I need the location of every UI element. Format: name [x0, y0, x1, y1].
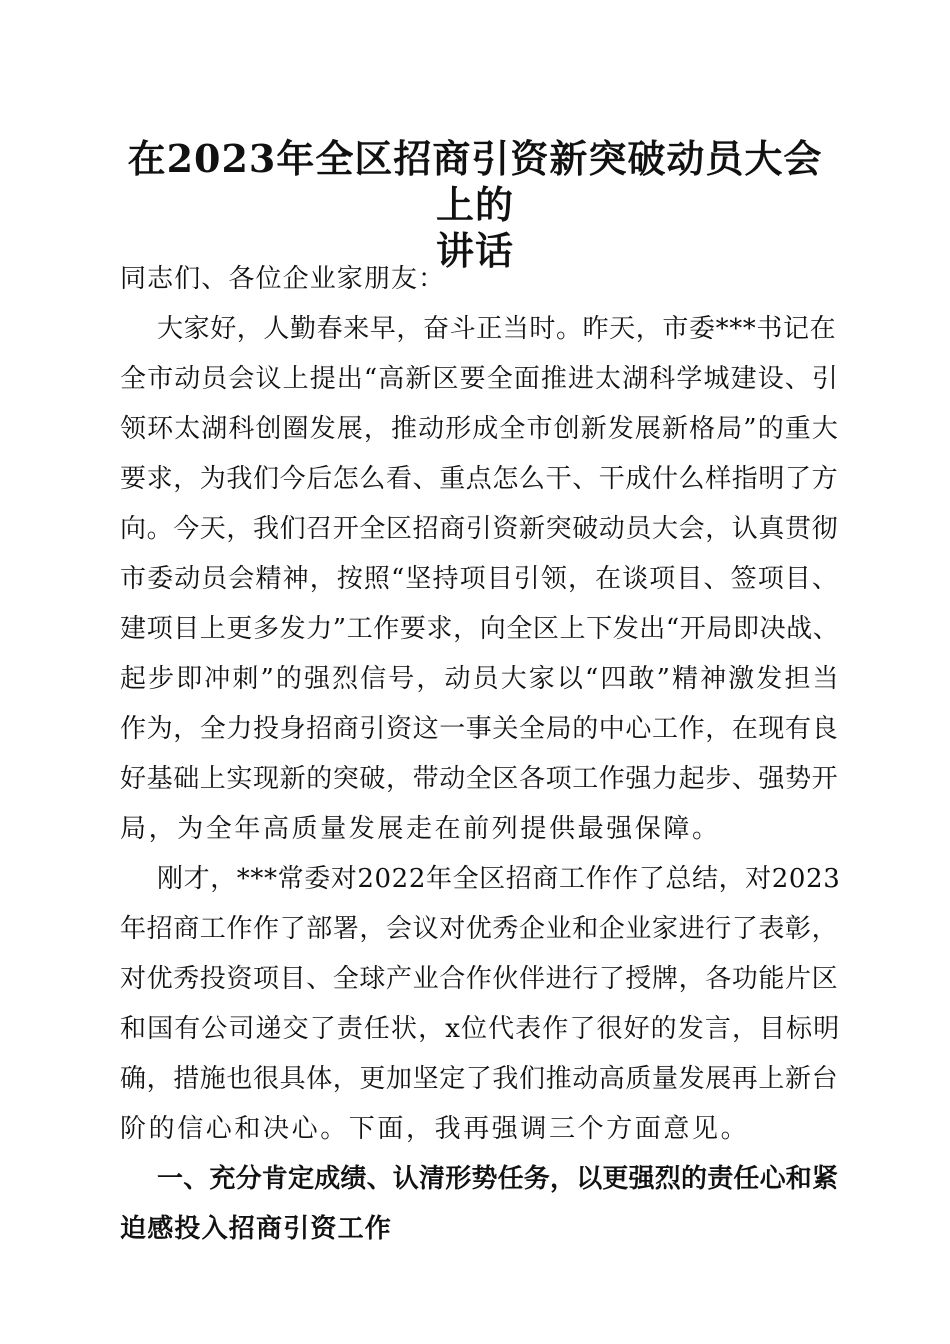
paragraph-2-line: 和国有公司递交了责任状，x位代表作了很好的发言，目标明: [120, 1014, 841, 1044]
paragraph-1-line: 大家好，人勤春来早，奋斗正当时。昨天，市委***书记在: [157, 314, 837, 344]
paragraph-2-line: 刚才，***常委对2022年全区招商工作作了总结，对2023: [157, 864, 841, 894]
paragraph-1-line: 领环太湖科创圈发展，推动形成全市创新发展新格局”的重大: [120, 414, 839, 444]
section-heading-1: [120, 1154, 840, 1254]
paragraph-1-line: 全市动员会议上提出“高新区要全面推进太湖科学城建设、引: [120, 364, 839, 394]
salutation: 同志们、各位企业家朋友：: [120, 264, 446, 294]
section-heading-line: 一、充分肯定成绩、认清形势任务，以更强烈的责任心和紧: [157, 1164, 839, 1194]
paragraph-2-line: 年招商工作作了部署，会议对优秀企业和企业家进行了表彰，: [120, 914, 839, 944]
title-line-1: 在2023年全区招商引资新突破动员大会上的: [127, 136, 823, 227]
paragraph-2-line: 对优秀投资项目、全球产业合作伙伴进行了授牌，各功能片区: [120, 964, 839, 994]
document-body: [120, 254, 840, 1254]
paragraph-1-line: 局，为全年高质量发展走在前列提供最强保障。: [120, 814, 721, 844]
section-heading-line: 迫感投入招商引资工作: [120, 1214, 393, 1244]
paragraph-1-line: 起步即冲刺”的强烈信号，动员大家以“四敢”精神激发担当: [120, 664, 841, 694]
paragraph-1: [120, 304, 840, 854]
paragraph-1-line: 要求，为我们今后怎么看、重点怎么干、干成什么样指明了方: [120, 464, 839, 494]
paragraph-1-line: 好基础上实现新的突破，带动全区各项工作强力起步、强势开: [120, 764, 839, 794]
title-line-2: 讲话: [435, 228, 514, 273]
paragraph-2-line: 确，措施也很具体，更加坚定了我们推动高质量发展再上新台: [120, 1064, 839, 1094]
paragraph-1-line: 向。今天，我们召开全区招商引资新突破动员大会，认真贯彻: [120, 514, 839, 544]
paragraph-2: [120, 854, 840, 1154]
paragraph-1-line: 建项目上更多发力”工作要求，向全区上下发出“开局即决战、: [120, 614, 840, 644]
paragraph-1-line: 市委动员会精神，按照“坚持项目引领，在谈项目、签项目、: [120, 564, 839, 594]
paragraph-1-line: 作为，全力投身招商引资这一事关全局的中心工作，在现有良: [120, 714, 839, 744]
paragraph-2-line: 阶的信心和决心。下面，我再强调三个方面意见。: [120, 1114, 750, 1144]
